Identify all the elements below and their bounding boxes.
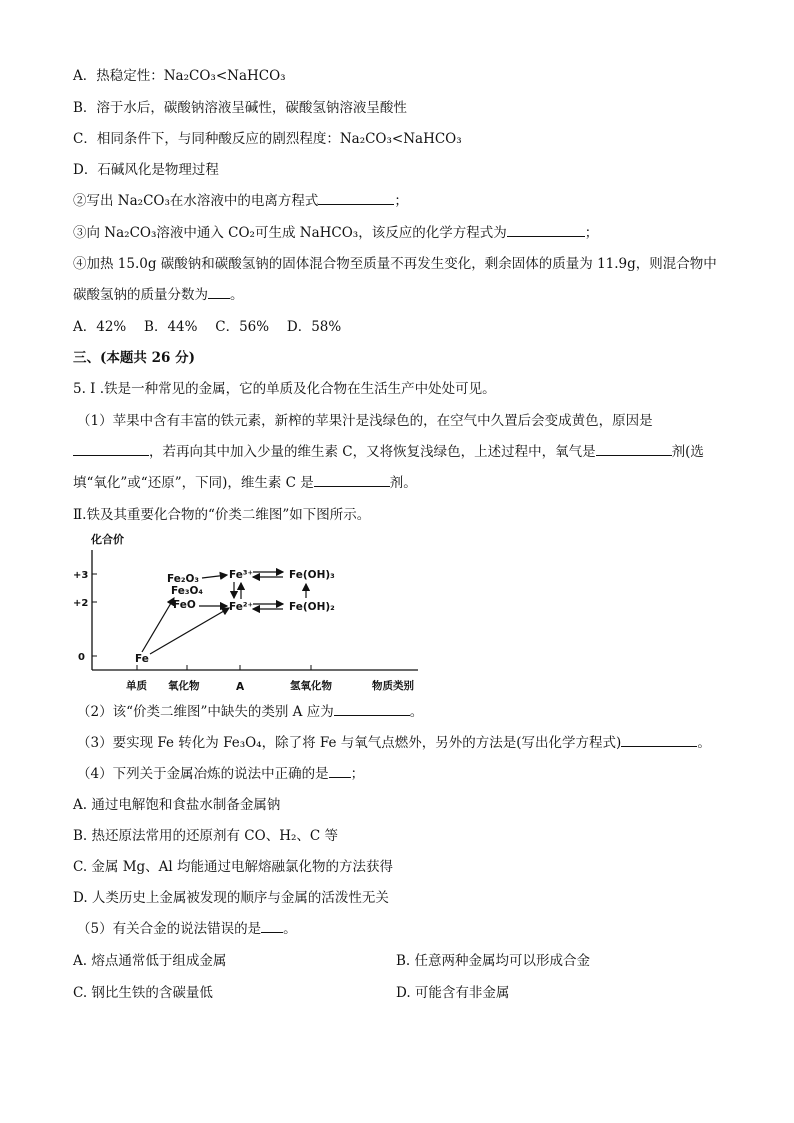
q5-part1-line1: （1）苹果中含有丰富的铁元素，新榨的苹果汁是浅绿色的，在空气中久置后会变成黄色，原因是: [77, 413, 653, 429]
node-fe: Fe: [135, 653, 149, 665]
answer-blank[interactable]: [314, 474, 390, 487]
answer-blank[interactable]: [73, 443, 149, 456]
q4-option-a: A．热稳定性：Na₂CO₃<NaHCO₃: [73, 68, 286, 84]
q5-part3: [77, 734, 711, 752]
q5-part5-end: 。: [283, 921, 297, 937]
node-feo: FeO: [173, 599, 196, 611]
section-heading: 三、(本题共 26 分): [73, 350, 195, 366]
q5-part5-option-a: A. 熔点通常低于组成金属: [73, 953, 227, 969]
q5-part2-intro: Ⅱ.铁及其重要化合物的“价类二维图”如下图所示。: [73, 507, 371, 523]
q5-part1-text-a: ，若再向其中加入少量的维生素 C，又将恢复浅绿色，上述过程中，氧气是: [149, 444, 596, 460]
q5-part5-option-d: D. 可能含有非金属: [396, 985, 510, 1001]
q4-sub4-text: 碳酸氢钠的质量分数为: [73, 287, 208, 303]
node-fe3-ion: Fe³⁺: [229, 569, 254, 581]
x-tick-label: 氢氧化物: [290, 680, 332, 692]
q4-sub4-line1: ④加热 15.0g 碳酸钠和碳酸氢钠的固体混合物至质量不再发生变化，剩余固体的质量为 11.9g，则混合物中: [73, 256, 717, 272]
y-axis-label: 化合价: [91, 533, 124, 546]
q5-part4-option-d: D. 人类历史上金属被发现的顺序与金属的活泼性无关: [73, 890, 389, 906]
q5-part3-end: 。: [697, 735, 711, 751]
q4-sub3-end: ；: [584, 225, 599, 241]
arrow-fe-to-fe3o4: [142, 598, 174, 652]
q5-part4: [77, 765, 364, 783]
q4-sub4-end: 。: [230, 287, 244, 303]
q5-part4-end: ；: [350, 766, 365, 782]
q5-part4-text: （4）下列关于金属冶炼的说法中正确的是: [77, 766, 329, 782]
x-tick-label: A: [236, 681, 245, 693]
valence-class-diagram: [70, 528, 430, 694]
answer-blank[interactable]: [507, 224, 585, 237]
q5-part1-text-c: 填“氧化”或“还原”，下同)，维生素 C 是: [73, 475, 314, 491]
q5-part4-option-b: B. 热还原法常用的还原剂有 CO、H₂、C 等: [73, 828, 338, 844]
q5-part5-option-b: B. 任意两种金属均可以形成合金: [396, 953, 591, 969]
q5-part2-text: （2）该“价类二维图”中缺失的类别 A 应为: [77, 704, 334, 720]
q4-option-c: C．相同条件下，与同种酸反应的剧烈程度：Na₂CO₃<NaHCO₃: [73, 131, 462, 147]
answer-blank[interactable]: [261, 920, 283, 933]
answer-blank[interactable]: [334, 703, 410, 716]
x-tick-label: 单质: [126, 680, 147, 692]
q5-part4-option-c: C. 金属 Mg、Al 均能通过电解熔融氯化物的方法获得: [73, 859, 394, 875]
q5-part1-line2: [73, 443, 704, 461]
node-fe-oh-2: Fe(OH)₂: [289, 601, 335, 613]
answer-blank[interactable]: [621, 734, 697, 747]
q5-part4-option-a: A. 通过电解饱和食盐水制备金属钠: [73, 797, 281, 813]
q5-part5-option-c: C. 钢比生铁的含碳量低: [73, 985, 213, 1001]
q4-sub2-end: ；: [394, 193, 408, 209]
q4-sub4-line2: [73, 286, 244, 304]
q5-part1-text-d: 剂。: [389, 475, 417, 491]
answer-blank[interactable]: [329, 765, 351, 778]
y-tick-label: +2: [73, 598, 89, 609]
q5-part5-text: （5）有关合金的说法错误的是: [77, 921, 262, 937]
x-tick-label: 氧化物: [168, 680, 200, 692]
q4-sub3: [73, 224, 598, 242]
q5-intro: 5. I .铁是一种常见的金属，它的单质及化合物在生活生产中处处可见。: [73, 381, 496, 397]
answer-blank[interactable]: [318, 192, 394, 205]
node-fe2-ion: Fe²⁺: [229, 601, 254, 613]
q4-option-b: B．溶于水后，碳酸钠溶液呈碱性，碳酸氢钠溶液呈酸性: [73, 100, 407, 116]
q4-option-d: D．石碱风化是物理过程: [73, 162, 219, 178]
answer-blank[interactable]: [596, 443, 672, 456]
q4-sub2-text: ②写出 Na₂CO₃在水溶液中的电离方程式: [73, 193, 319, 209]
node-fe2o3: Fe₂O₃: [167, 573, 199, 585]
q5-part5: [77, 920, 297, 938]
y-tick-label: +3: [73, 570, 89, 581]
arrow-fe-to-fe2: [150, 608, 229, 654]
q5-part1-text-b: 剂(选: [671, 444, 704, 460]
q4-sub2: [73, 192, 408, 210]
q5-part3-text: （3）要实现 Fe 转化为 Fe₃O₄，除了将 Fe 与氧气点燃外，另外的方法是(写出化学方程式): [77, 735, 622, 751]
y-tick-label: 0: [78, 652, 85, 663]
q4-sub4-choices: A．42% B．44% C．56% D．58%: [73, 319, 342, 335]
q5-part2-end: 。: [409, 704, 424, 720]
q5-part1-line3: [73, 474, 417, 492]
q4-sub3-text: ③向 Na₂CO₃溶液中通入 CO₂可生成 NaHCO₃，该反应的化学方程式为: [73, 225, 507, 241]
answer-blank[interactable]: [208, 286, 230, 299]
arrow-fe2o3-to-fe3: [202, 575, 227, 578]
q5-part2: [77, 703, 423, 721]
node-fe3o4: Fe₃O₄: [171, 585, 203, 597]
node-fe-oh-3: Fe(OH)₃: [289, 569, 335, 581]
x-axis-label: 物质类别: [372, 680, 414, 692]
